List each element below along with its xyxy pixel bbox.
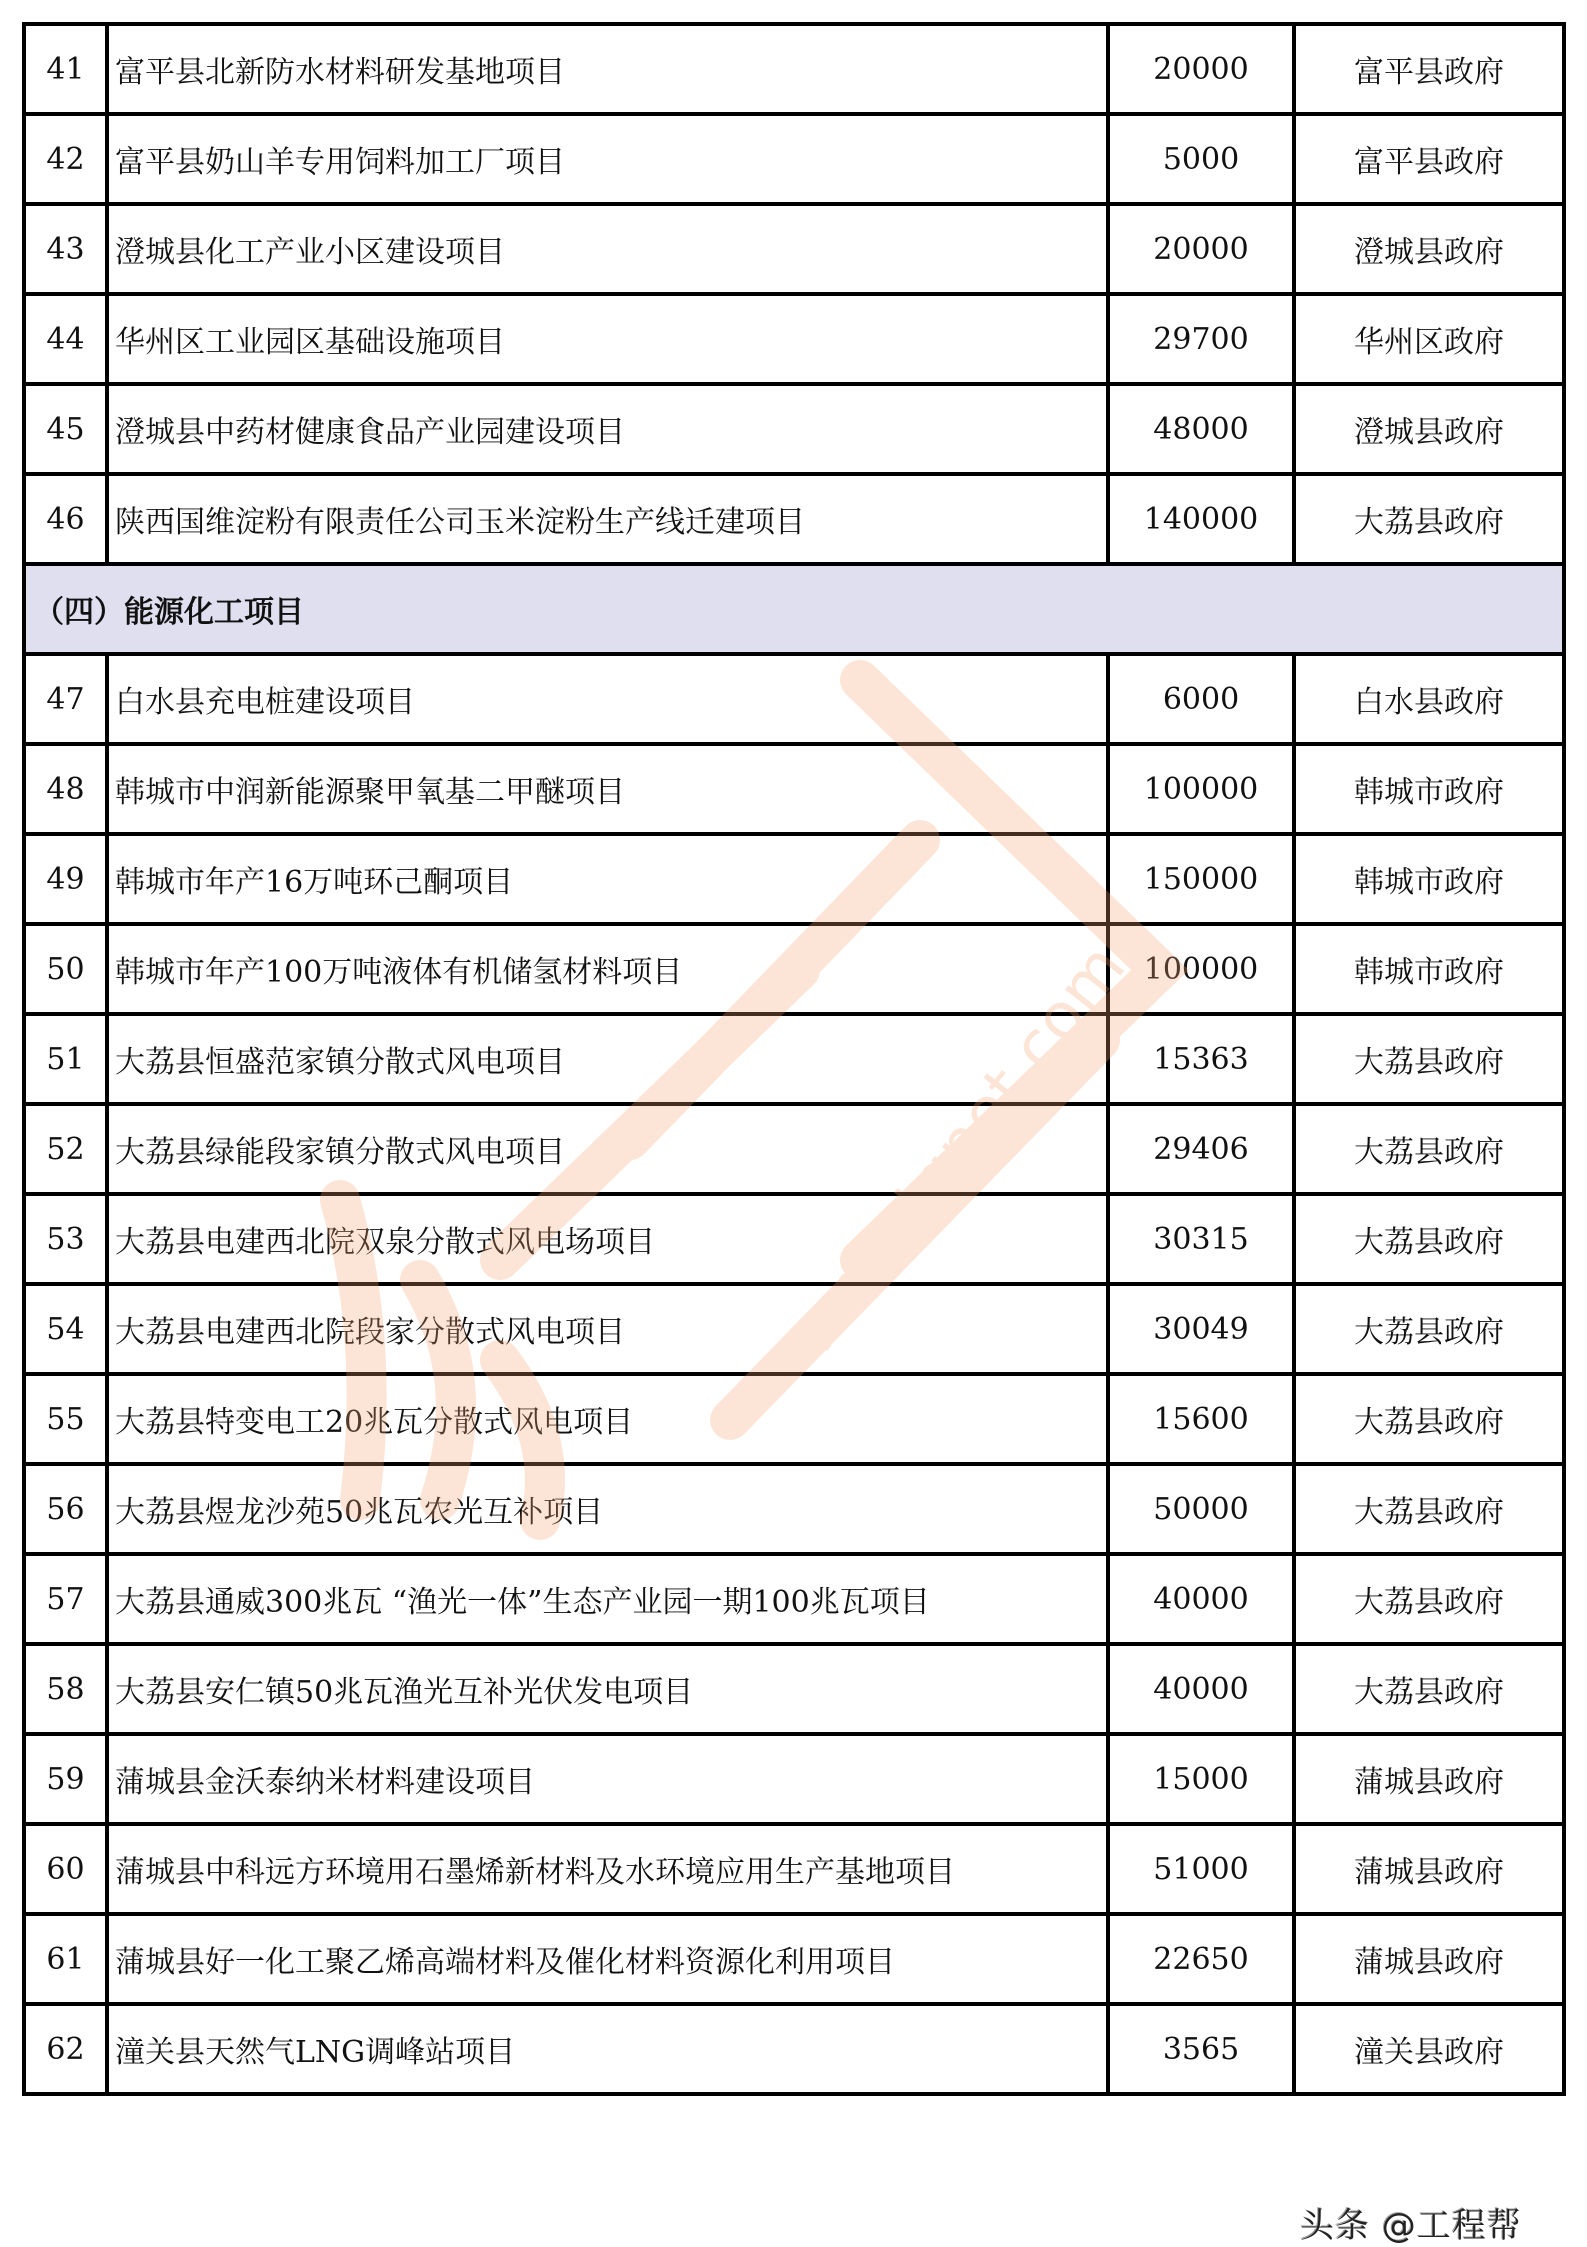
table-row bbox=[24, 654, 1564, 744]
project-name: 大荔县特变电工20兆瓦分散式风电项目 bbox=[107, 1374, 1108, 1464]
responsible-unit: 潼关县政府 bbox=[1294, 2004, 1564, 2094]
table-row bbox=[24, 1554, 1564, 1644]
investment-amount: 40000 bbox=[1108, 1644, 1294, 1734]
row-number: 46 bbox=[24, 474, 107, 564]
table-row bbox=[24, 474, 1564, 564]
row-number: 62 bbox=[24, 2004, 107, 2094]
table-row bbox=[24, 384, 1564, 474]
responsible-unit: 大荔县政府 bbox=[1294, 1464, 1564, 1554]
table-row bbox=[24, 1284, 1564, 1374]
responsible-unit: 大荔县政府 bbox=[1294, 1284, 1564, 1374]
table-row bbox=[24, 1194, 1564, 1284]
row-number: 47 bbox=[24, 654, 107, 744]
project-name: 大荔县绿能段家镇分散式风电项目 bbox=[107, 1104, 1108, 1194]
project-name: 蒲城县金沃泰纳米材料建设项目 bbox=[107, 1734, 1108, 1824]
table-row bbox=[24, 834, 1564, 924]
investment-amount: 5000 bbox=[1108, 114, 1294, 204]
project-name: 大荔县通威300兆瓦 “渔光一体”生态产业园一期100兆瓦项目 bbox=[107, 1554, 1108, 1644]
project-table bbox=[22, 22, 1566, 2096]
project-name: 华州区工业园区基础设施项目 bbox=[107, 294, 1108, 384]
project-name: 大荔县安仁镇50兆瓦渔光互补光伏发电项目 bbox=[107, 1644, 1108, 1734]
responsible-unit: 大荔县政府 bbox=[1294, 1644, 1564, 1734]
investment-amount: 50000 bbox=[1108, 1464, 1294, 1554]
row-number: 44 bbox=[24, 294, 107, 384]
table-row bbox=[24, 2004, 1564, 2094]
project-name: 大荔县煜龙沙苑50兆瓦农光互补项目 bbox=[107, 1464, 1108, 1554]
responsible-unit: 大荔县政府 bbox=[1294, 1104, 1564, 1194]
responsible-unit: 韩城市政府 bbox=[1294, 924, 1564, 1014]
source-watermark: 头条 @工程帮 bbox=[1300, 2206, 1522, 2246]
row-number: 45 bbox=[24, 384, 107, 474]
table-row bbox=[24, 924, 1564, 1014]
investment-amount: 6000 bbox=[1108, 654, 1294, 744]
row-number: 41 bbox=[24, 24, 107, 114]
table-row bbox=[24, 1464, 1564, 1554]
project-name: 澄城县中药材健康食品产业园建设项目 bbox=[107, 384, 1108, 474]
responsible-unit: 蒲城县政府 bbox=[1294, 1914, 1564, 2004]
table-row bbox=[24, 24, 1564, 114]
row-number: 58 bbox=[24, 1644, 107, 1734]
investment-amount: 150000 bbox=[1108, 834, 1294, 924]
responsible-unit: 大荔县政府 bbox=[1294, 1554, 1564, 1644]
project-name: 蒲城县好一化工聚乙烯高端材料及催化材料资源化利用项目 bbox=[107, 1914, 1108, 2004]
row-number: 52 bbox=[24, 1104, 107, 1194]
investment-amount: 100000 bbox=[1108, 924, 1294, 1014]
project-name: 富平县北新防水材料研发基地项目 bbox=[107, 24, 1108, 114]
table-row bbox=[24, 1644, 1564, 1734]
responsible-unit: 蒲城县政府 bbox=[1294, 1824, 1564, 1914]
project-name: 富平县奶山羊专用饲料加工厂项目 bbox=[107, 114, 1108, 204]
responsible-unit: 白水县政府 bbox=[1294, 654, 1564, 744]
row-number: 55 bbox=[24, 1374, 107, 1464]
table-row bbox=[24, 114, 1564, 204]
responsible-unit: 蒲城县政府 bbox=[1294, 1734, 1564, 1824]
project-name: 韩城市年产16万吨环己酮项目 bbox=[107, 834, 1108, 924]
row-number: 48 bbox=[24, 744, 107, 834]
responsible-unit: 大荔县政府 bbox=[1294, 1374, 1564, 1464]
row-number: 60 bbox=[24, 1824, 107, 1914]
table-row bbox=[24, 744, 1564, 834]
investment-amount: 140000 bbox=[1108, 474, 1294, 564]
investment-amount: 15000 bbox=[1108, 1734, 1294, 1824]
project-name: 韩城市中润新能源聚甲氧基二甲醚项目 bbox=[107, 744, 1108, 834]
responsible-unit: 澄城县政府 bbox=[1294, 384, 1564, 474]
investment-amount: 3565 bbox=[1108, 2004, 1294, 2094]
project-name: 蒲城县中科远方环境用石墨烯新材料及水环境应用生产基地项目 bbox=[107, 1824, 1108, 1914]
investment-amount: 15600 bbox=[1108, 1374, 1294, 1464]
responsible-unit: 韩城市政府 bbox=[1294, 744, 1564, 834]
row-number: 42 bbox=[24, 114, 107, 204]
responsible-unit: 大荔县政府 bbox=[1294, 1194, 1564, 1284]
responsible-unit: 韩城市政府 bbox=[1294, 834, 1564, 924]
responsible-unit: 大荔县政府 bbox=[1294, 474, 1564, 564]
investment-amount: 29700 bbox=[1108, 294, 1294, 384]
investment-amount: 51000 bbox=[1108, 1824, 1294, 1914]
row-number: 51 bbox=[24, 1014, 107, 1104]
project-name: 大荔县电建西北院段家分散式风电项目 bbox=[107, 1284, 1108, 1374]
project-name: 白水县充电桩建设项目 bbox=[107, 654, 1108, 744]
responsible-unit: 富平县政府 bbox=[1294, 114, 1564, 204]
table-row bbox=[24, 294, 1564, 384]
table-row bbox=[24, 1824, 1564, 1914]
investment-amount: 100000 bbox=[1108, 744, 1294, 834]
investment-amount: 20000 bbox=[1108, 24, 1294, 114]
row-number: 61 bbox=[24, 1914, 107, 2004]
responsible-unit: 富平县政府 bbox=[1294, 24, 1564, 114]
investment-amount: 22650 bbox=[1108, 1914, 1294, 2004]
investment-amount: 20000 bbox=[1108, 204, 1294, 294]
investment-amount: 40000 bbox=[1108, 1554, 1294, 1644]
project-table-body bbox=[24, 24, 1564, 2094]
row-number: 43 bbox=[24, 204, 107, 294]
project-table-container bbox=[22, 22, 1566, 2096]
watermark-url: www.tgnet.com bbox=[774, 930, 1140, 1370]
table-row bbox=[24, 1374, 1564, 1464]
investment-amount: 30315 bbox=[1108, 1194, 1294, 1284]
table-row bbox=[24, 1914, 1564, 2004]
row-number: 56 bbox=[24, 1464, 107, 1554]
project-name: 潼关县天然气LNG调峰站项目 bbox=[107, 2004, 1108, 2094]
row-number: 57 bbox=[24, 1554, 107, 1644]
project-name: 大荔县电建西北院双泉分散式风电场项目 bbox=[107, 1194, 1108, 1284]
project-name: 大荔县恒盛范家镇分散式风电项目 bbox=[107, 1014, 1108, 1104]
responsible-unit: 华州区政府 bbox=[1294, 294, 1564, 384]
row-number: 59 bbox=[24, 1734, 107, 1824]
investment-amount: 29406 bbox=[1108, 1104, 1294, 1194]
table-row bbox=[24, 1734, 1564, 1824]
row-number: 50 bbox=[24, 924, 107, 1014]
project-name: 陕西国维淀粉有限责任公司玉米淀粉生产线迁建项目 bbox=[107, 474, 1108, 564]
section-header-row bbox=[24, 564, 1564, 654]
row-number: 54 bbox=[24, 1284, 107, 1374]
table-row bbox=[24, 1104, 1564, 1194]
investment-amount: 15363 bbox=[1108, 1014, 1294, 1104]
section-title: （四）能源化工项目 bbox=[24, 564, 1564, 654]
project-name: 韩城市年产100万吨液体有机储氢材料项目 bbox=[107, 924, 1108, 1014]
responsible-unit: 澄城县政府 bbox=[1294, 204, 1564, 294]
responsible-unit: 大荔县政府 bbox=[1294, 1014, 1564, 1104]
table-row bbox=[24, 1014, 1564, 1104]
table-row bbox=[24, 204, 1564, 294]
row-number: 49 bbox=[24, 834, 107, 924]
investment-amount: 48000 bbox=[1108, 384, 1294, 474]
investment-amount: 30049 bbox=[1108, 1284, 1294, 1374]
row-number: 53 bbox=[24, 1194, 107, 1284]
project-name: 澄城县化工产业小区建设项目 bbox=[107, 204, 1108, 294]
